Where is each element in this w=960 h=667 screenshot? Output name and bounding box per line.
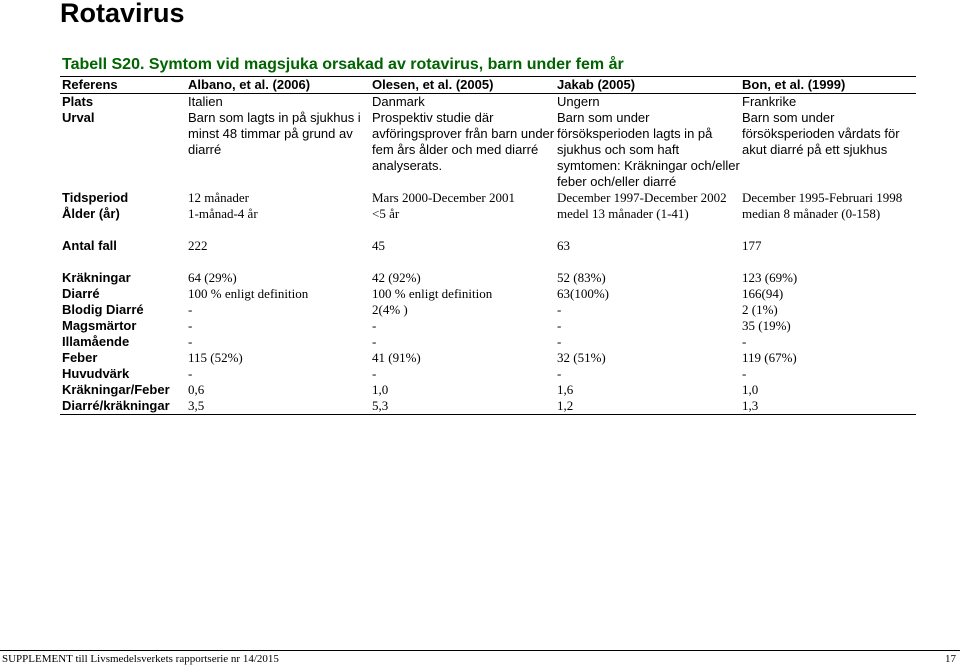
table-cell: - (557, 366, 562, 381)
table-cell: - (188, 302, 193, 317)
row-label: Feber (62, 350, 98, 365)
row-label: Kräkningar/Feber (62, 382, 170, 397)
header-row (60, 77, 916, 94)
table-row (60, 190, 916, 206)
header-cell: Albano, et al. (2006) (186, 77, 370, 94)
table-row (60, 366, 916, 382)
table-cell: Danmark (372, 94, 425, 109)
footer-text: SUPPLEMENT till Livsmedelsverkets rapportserie nr 14/2015 (2, 653, 279, 665)
row-label: Urval (62, 110, 95, 125)
table-row (60, 222, 916, 254)
table-cell: 1,6 (557, 382, 574, 397)
table-cell: 1-månad-4 år (188, 206, 258, 221)
table-cell: 2(4% ) (372, 302, 408, 317)
table-cell: 119 (67%) (742, 350, 797, 365)
row-label: Diarré/kräkningar (60, 398, 186, 415)
header-cell: Referens (60, 77, 186, 94)
table-cell: - (742, 366, 747, 381)
table-cell: Ungern (557, 94, 600, 109)
table-caption: Tabell S20. Symtom vid magsjuka orsakad av rotavirus, barn under fem år (62, 56, 624, 73)
table-row (60, 398, 916, 415)
table-cell: - (372, 366, 377, 381)
table-cell: median 8 månader (0-158) (742, 206, 881, 221)
table-cell: 100 % enligt definition (188, 286, 309, 301)
table-row (60, 302, 916, 318)
table-cell: medel 13 månader (1-41) (557, 206, 689, 221)
header-cell: Olesen, et al. (2005) (370, 77, 555, 94)
page-footer (0, 650, 960, 667)
table-row (60, 110, 916, 190)
table-cell: 177 (742, 238, 762, 253)
table-cell: December 1995-Februari 1998 (742, 190, 903, 205)
table-cell: Barn som lagts in på sjukhus i minst 48 timmar på grund av diarré (188, 110, 361, 157)
table-cell: - (372, 334, 377, 349)
table-cell: 32 (51%) (557, 350, 606, 365)
row-label: Plats (62, 94, 94, 109)
table-cell: 12 månader (188, 190, 250, 205)
table-cell: 42 (92%) (372, 270, 421, 285)
table-cell: 3,5 (186, 398, 370, 415)
table-cell: 63(100%) (557, 286, 609, 301)
page-number: 17 (945, 653, 956, 665)
table-cell: 64 (29%) (188, 270, 237, 285)
table-row (60, 206, 916, 222)
table-cell: 166(94) (742, 286, 784, 301)
table-row (60, 382, 916, 398)
table-row (60, 350, 916, 366)
table-cell: - (188, 318, 193, 333)
table-cell: 2 (1%) (742, 302, 778, 317)
table-row (60, 94, 916, 111)
table-row (60, 318, 916, 334)
table-cell: 1,0 (742, 382, 759, 397)
row-label: Ålder (år) (62, 206, 120, 221)
table-cell: 52 (83%) (557, 270, 606, 285)
table-cell: 222 (188, 238, 208, 253)
header-cell: Bon, et al. (1999) (740, 77, 916, 94)
page-title: Rotavirus (60, 0, 185, 28)
table-cell: 100 % enligt definition (372, 286, 493, 301)
table-cell: - (557, 334, 562, 349)
table-cell: December 1997-December 2002 (557, 190, 727, 205)
table-row (60, 254, 916, 286)
table-cell: Barn som under försöksperioden vårdats för akut diarré på ett sjukhus (742, 110, 900, 157)
table-cell: 115 (52%) (188, 350, 243, 365)
table-cell: - (557, 318, 562, 333)
table-cell: 63 (557, 238, 570, 253)
table-cell: Prospektiv studie där avföringsprover från barn under fem års ålder och med diarré analyserats. (372, 110, 555, 173)
table-cell: Frankrike (742, 94, 797, 109)
table-cell: 1,2 (555, 398, 740, 415)
table-row (60, 334, 916, 350)
table-cell: - (372, 318, 377, 333)
symptom-table (60, 76, 916, 415)
table-cell: <5 år (372, 206, 400, 221)
row-label: Blodig Diarré (62, 302, 144, 317)
header-cell: Jakab (2005) (555, 77, 740, 94)
row-label: Tidsperiod (62, 190, 129, 205)
table-cell: - (557, 302, 562, 317)
table-cell: 0,6 (188, 382, 205, 397)
table-cell: Mars 2000-December 2001 (372, 190, 515, 205)
row-label: Kräkningar (62, 270, 131, 285)
table-cell: - (742, 334, 747, 349)
table-cell: 1,3 (740, 398, 916, 415)
table-cell: 5,3 (370, 398, 555, 415)
table-cell: Barn som under försöksperioden lagts in på sjukhus och som haft symtomen: Kräkningar och/eller feber och/eller diarré (557, 110, 740, 189)
table-cell: - (188, 366, 193, 381)
table-cell: - (188, 334, 193, 349)
row-label: Magsmärtor (62, 318, 137, 333)
row-label: Diarré (62, 286, 100, 301)
row-label: Illamående (62, 334, 130, 349)
row-label: Huvudvärk (62, 366, 130, 381)
table-cell: Italien (188, 94, 223, 109)
table-cell: 45 (372, 238, 385, 253)
table-cell: 35 (19%) (742, 318, 791, 333)
row-label: Antal fall (62, 238, 117, 253)
table-cell: 1,0 (372, 382, 389, 397)
table-cell: 123 (69%) (742, 270, 798, 285)
table-row (60, 286, 916, 302)
table-cell: 41 (91%) (372, 350, 421, 365)
